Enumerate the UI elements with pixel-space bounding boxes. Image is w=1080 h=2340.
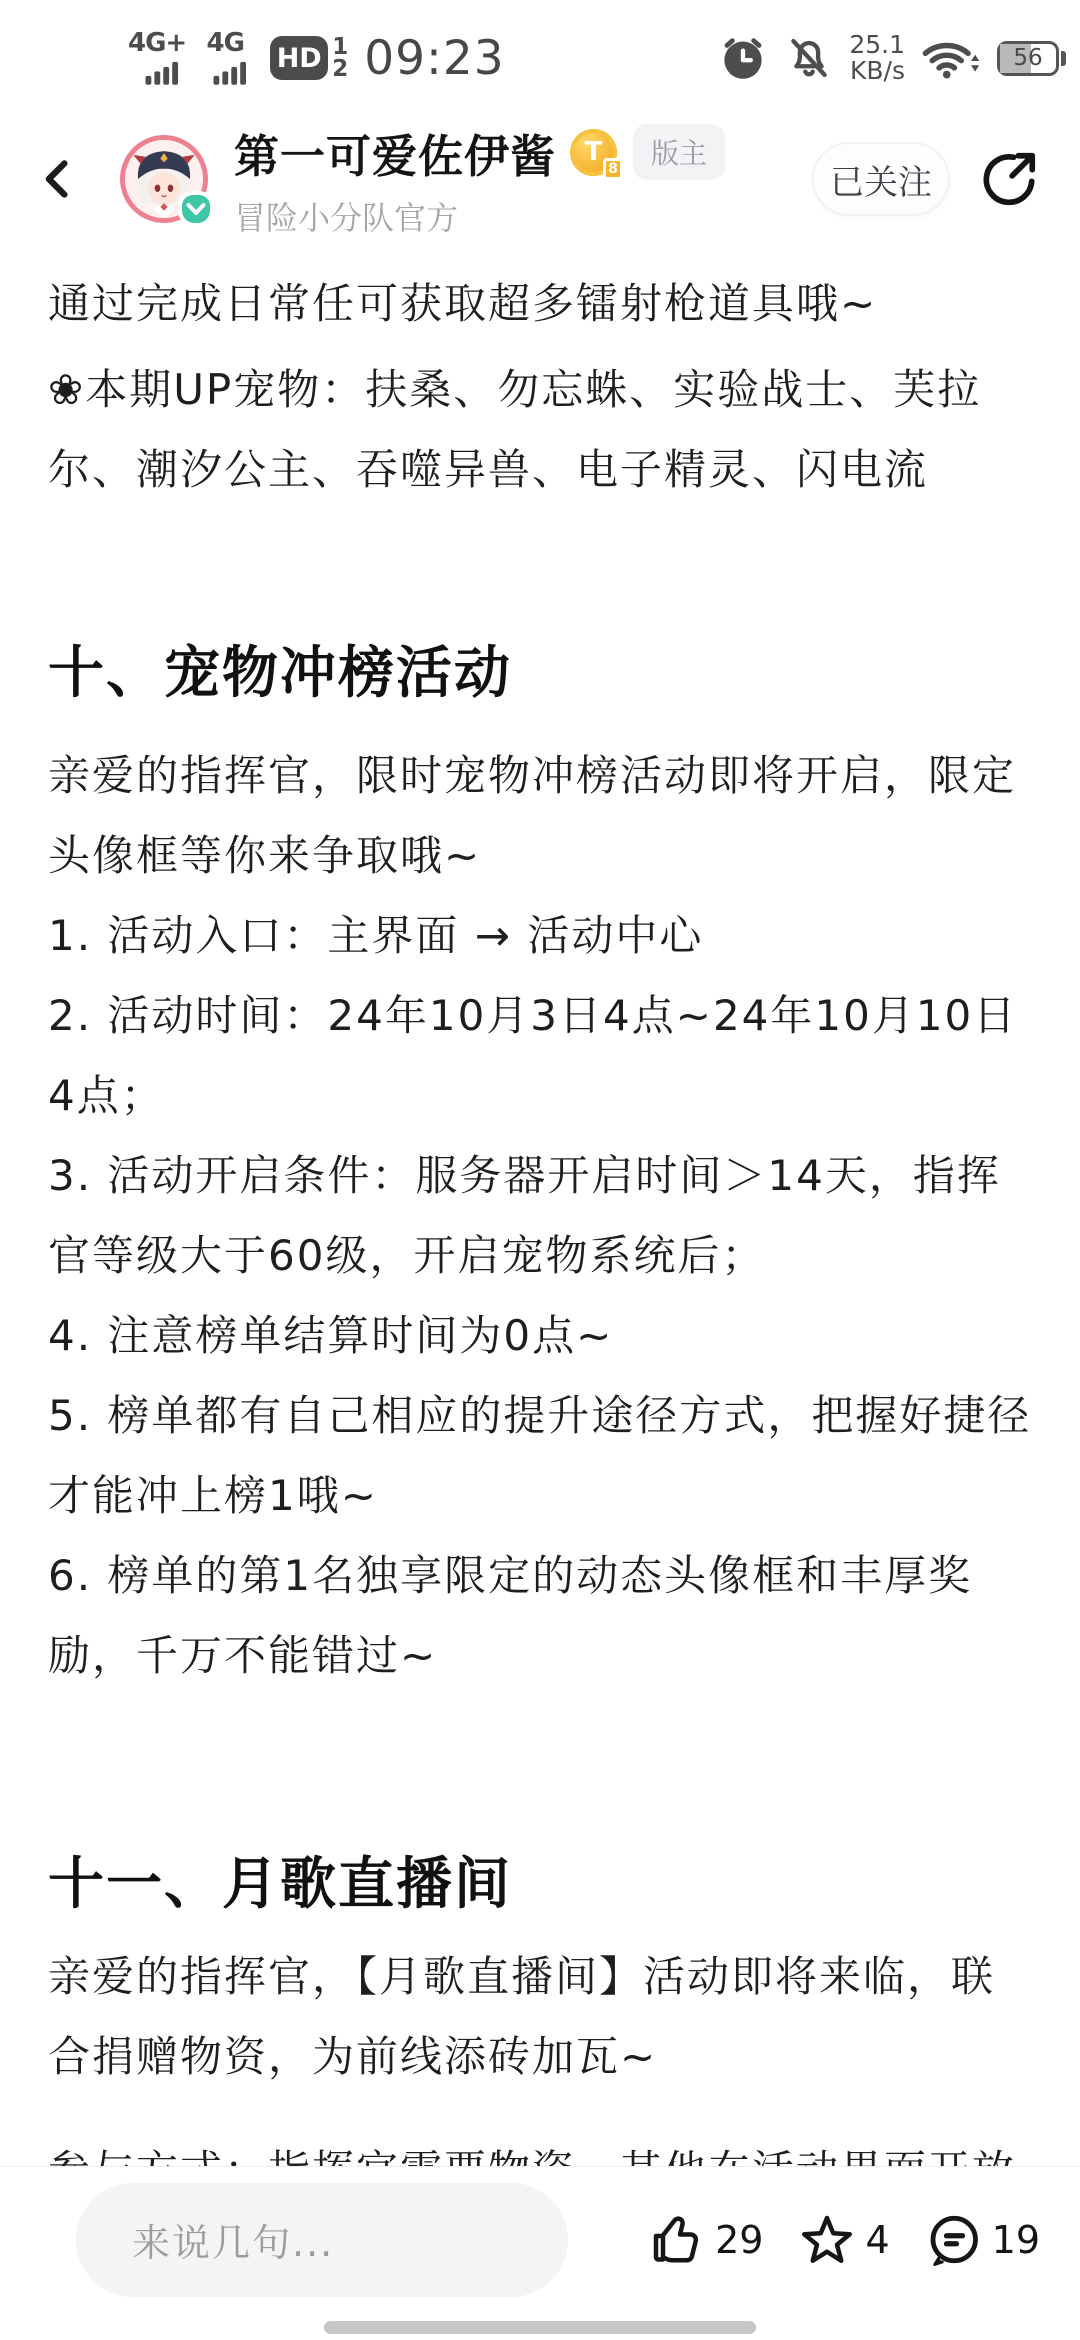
speed-value: 25.1 xyxy=(849,30,905,59)
battery-icon xyxy=(997,41,1059,76)
signal-bars-icon xyxy=(144,58,180,86)
like-count: 29 xyxy=(715,2217,764,2262)
status-right-cluster xyxy=(703,32,1066,84)
signal-bars-icon xyxy=(212,58,248,86)
list-item: 1. 活动入口：主界面 → 活动中心 xyxy=(48,911,704,960)
hd-volte-icon: HD xyxy=(270,36,328,80)
home-indicator xyxy=(324,2321,756,2334)
list-item: 4. 注意榜单结算时间为0点~ xyxy=(48,1311,614,1360)
comment-placeholder: 来说几句... xyxy=(132,2221,335,2265)
star-icon xyxy=(797,2210,857,2270)
battery-cap xyxy=(1061,51,1066,66)
followed-button[interactable]: 已关注 xyxy=(812,142,950,216)
back-button[interactable] xyxy=(30,151,86,207)
battery-indicator xyxy=(997,41,1066,76)
level-badge-icon xyxy=(570,129,617,176)
list-item: 2. 活动时间：24年10月3日4点~24年10月10日4点； xyxy=(48,991,1018,1120)
user-info xyxy=(234,120,725,239)
level-badge-letter: T xyxy=(584,137,603,167)
network-speed xyxy=(849,32,905,84)
share-button[interactable] xyxy=(976,146,1042,212)
alarm-icon xyxy=(717,32,769,84)
speed-unit: KB/s xyxy=(850,56,905,85)
sim2-number: 2 xyxy=(332,56,349,82)
status-left-cluster xyxy=(128,30,505,86)
bottom-action-bar xyxy=(0,2166,1080,2340)
comment-bubble-icon xyxy=(924,2210,984,2270)
favorite-count: 4 xyxy=(865,2217,890,2262)
wifi-icon xyxy=(919,32,983,84)
post-paragraph: ❀本期UP宠物：扶桑、勿忘蛛、实验战士、芙拉尔、潮汐公主、吞噬异兽、电子精灵、闪电流 xyxy=(48,365,982,494)
post-header xyxy=(0,108,1080,250)
post-content xyxy=(0,250,1080,2166)
share-icon xyxy=(978,148,1040,210)
avatar[interactable] xyxy=(120,135,208,223)
verified-badge-icon xyxy=(178,191,214,227)
comment-input[interactable] xyxy=(76,2183,568,2297)
section-title: 十、宠物冲榜活动 xyxy=(48,641,512,706)
network-type-1: 4G+ xyxy=(128,28,187,58)
comment-count: 19 xyxy=(991,2217,1040,2262)
battery-percent: 56 xyxy=(1013,45,1043,71)
sim1-signal xyxy=(128,30,186,86)
mute-icon xyxy=(783,32,835,84)
thumbs-up-icon xyxy=(647,2210,707,2270)
user-subtitle: 冒险小分队官方 xyxy=(234,198,459,237)
comment-button[interactable] xyxy=(924,2210,1040,2270)
sim1-number: 1 xyxy=(332,34,349,60)
moderator-badge: 版主 xyxy=(633,124,725,180)
dual-sim-indicator xyxy=(332,36,348,80)
like-button[interactable] xyxy=(647,2210,763,2270)
level-badge-number: 8 xyxy=(603,158,623,180)
list-item: 6. 榜单的第1名独享限定的动态头像框和丰厚奖励，千万不能错过~ xyxy=(48,1551,973,1680)
clock-time: 09:23 xyxy=(364,30,505,86)
sim2-signal xyxy=(202,30,248,86)
post-paragraph: 通过完成日常任可获取超多镭射枪道具哦~ xyxy=(48,279,878,328)
section-title: 十一、月歌直播间 xyxy=(48,1852,512,1917)
post-paragraph: 亲爱的指挥官，限时宠物冲榜活动即将开启，限定头像框等你来争取哦~ xyxy=(48,751,1017,880)
favorite-button[interactable] xyxy=(797,2210,889,2270)
username: 第一可爱佐伊酱 xyxy=(234,129,557,183)
network-type-2: 4G xyxy=(206,28,244,58)
status-bar xyxy=(0,0,1080,108)
post-paragraph: 亲爱的指挥官，【月歌直播间】活动即将来临，联合捐赠物资，为前线添砖加瓦~ xyxy=(48,1952,996,2081)
chevron-left-icon xyxy=(36,153,80,205)
list-item: 5. 榜单都有自己相应的提升途径方式，把握好捷径才能冲上榜1哦~ xyxy=(48,1391,1032,1520)
post-actions xyxy=(613,2210,1040,2270)
list-item: 3. 活动开启条件：服务器开启时间＞14天，指挥官等级大于60级，开启宠物系统后； xyxy=(48,1151,1001,1280)
